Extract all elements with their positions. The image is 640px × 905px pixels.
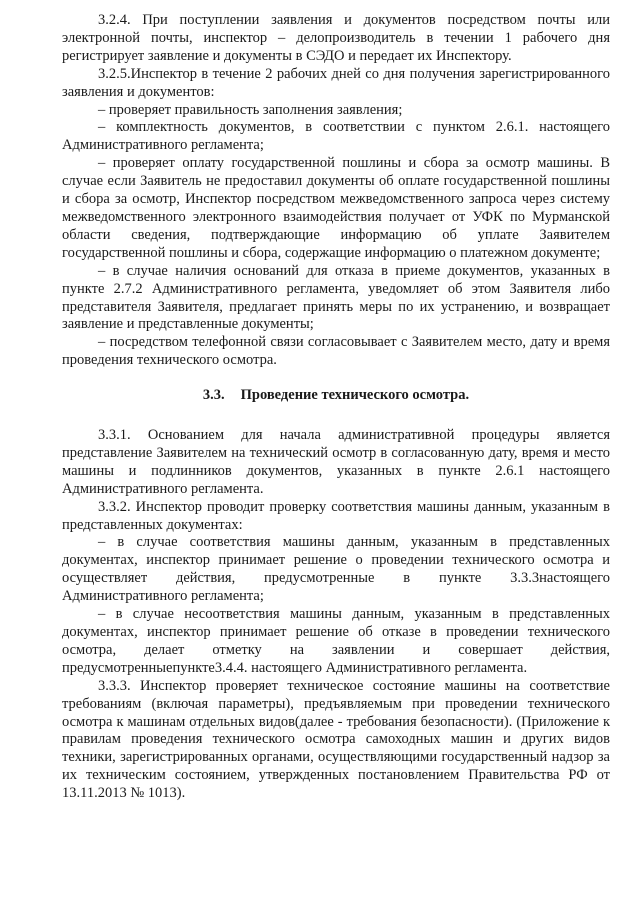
paragraph-3-3-1: 3.3.1. Основанием для начала административной процедуры является представление Заявителем на технический осмотр в согласованную дату, время и место машины и подлинников документов, указанных в пункте 2.6.1 настоящего Административного регламента. [62,427,610,497]
section-title: Проведение технического осмотра. [240,387,470,404]
section-number: 3.3. [202,387,225,404]
paragraph-3-2-5: 3.2.5.Инспектор в течение 2 рабочих дней со дня получения зарегистрированного заявления и документов: [62,65,610,100]
list-item-refusal-grounds: – в случае наличия оснований для отказа в приеме документов, указанных в пункте 2.7.2 Административного регламента, уведомляет об этом Заявителя либо представителя Заявителя, предлагает принять меры по их устранению, и возвращает заявление и представленные документы; [62,262,610,333]
document-body [62,12,610,803]
paragraph-3-2-4: 3.2.4. При поступлении заявления и документов посредством почты или электронной почты, инспектор – делопроизводитель в течении 1 рабочего дня регистрирует заявление и документы в СЭДО и передает их Инспектору. [62,12,610,64]
paragraph-3-3-3: 3.3.3. Инспектор проверяет техническое состояние машины на соответствие требованиям (включая параметры), предъявляемым при проведении технического осмотра к машинам отдельных видов(далее - требования безопасности). (Приложение к правилам проведения технического осмотра самоходных машин и других видов техники, зарегистрированных органами, осуществляющими государственный надзор за их техническим состоянием, утвержденных постановлением Правительства РФ от 13.11.2013 № 1013). [62,677,610,802]
paragraph-3-3-2: 3.3.2. Инспектор проводит проверку соответствия машины данным, указанным в представленных документах: [62,498,610,533]
list-item-match: – в случае соответствия машины данным, указанным в представленных документах, инспектор принимает решение о проведении технического осмотра и осуществляет действия, предусмотренные в пункте 3.3.3настоящего Административного регламента; [62,534,610,605]
list-item-check-application: – проверяет правильность заполнения заявления; [98,101,403,118]
list-item-payment-check: – проверяет оплату государственной пошлины и сбора за осмотр машины. В случае если Заявитель не предоставил документы об оплате государственной пошлины и сбора за осмотр, Инспектор посредством межведомственного запроса через систему межведомственного электронного взаимодействия получает от УФК по Мурманской области сведения, подтверждающие информацию об уплате Заявителем государственной пошлины и сбора, содержащие информацию о платежном документе; [62,155,610,261]
list-item-completeness: – комплектность документов, в соответствии с пунктом 2.6.1. настоящего Административного регламента; [62,119,610,154]
list-item-phone-agreement: – посредством телефонной связи согласовывает с Заявителем место, дату и время проведения технического осмотра. [62,334,610,369]
list-item-mismatch: – в случае несоответствия машины данным, указанным в представленных документах, инспектор принимает решение об отказе в проведении технического осмотра, делает отметку на заявлении и совершает действия, предусмотренныепункте3.4.4. настоящего Административного регламента. [62,606,610,676]
section-heading [62,387,610,405]
